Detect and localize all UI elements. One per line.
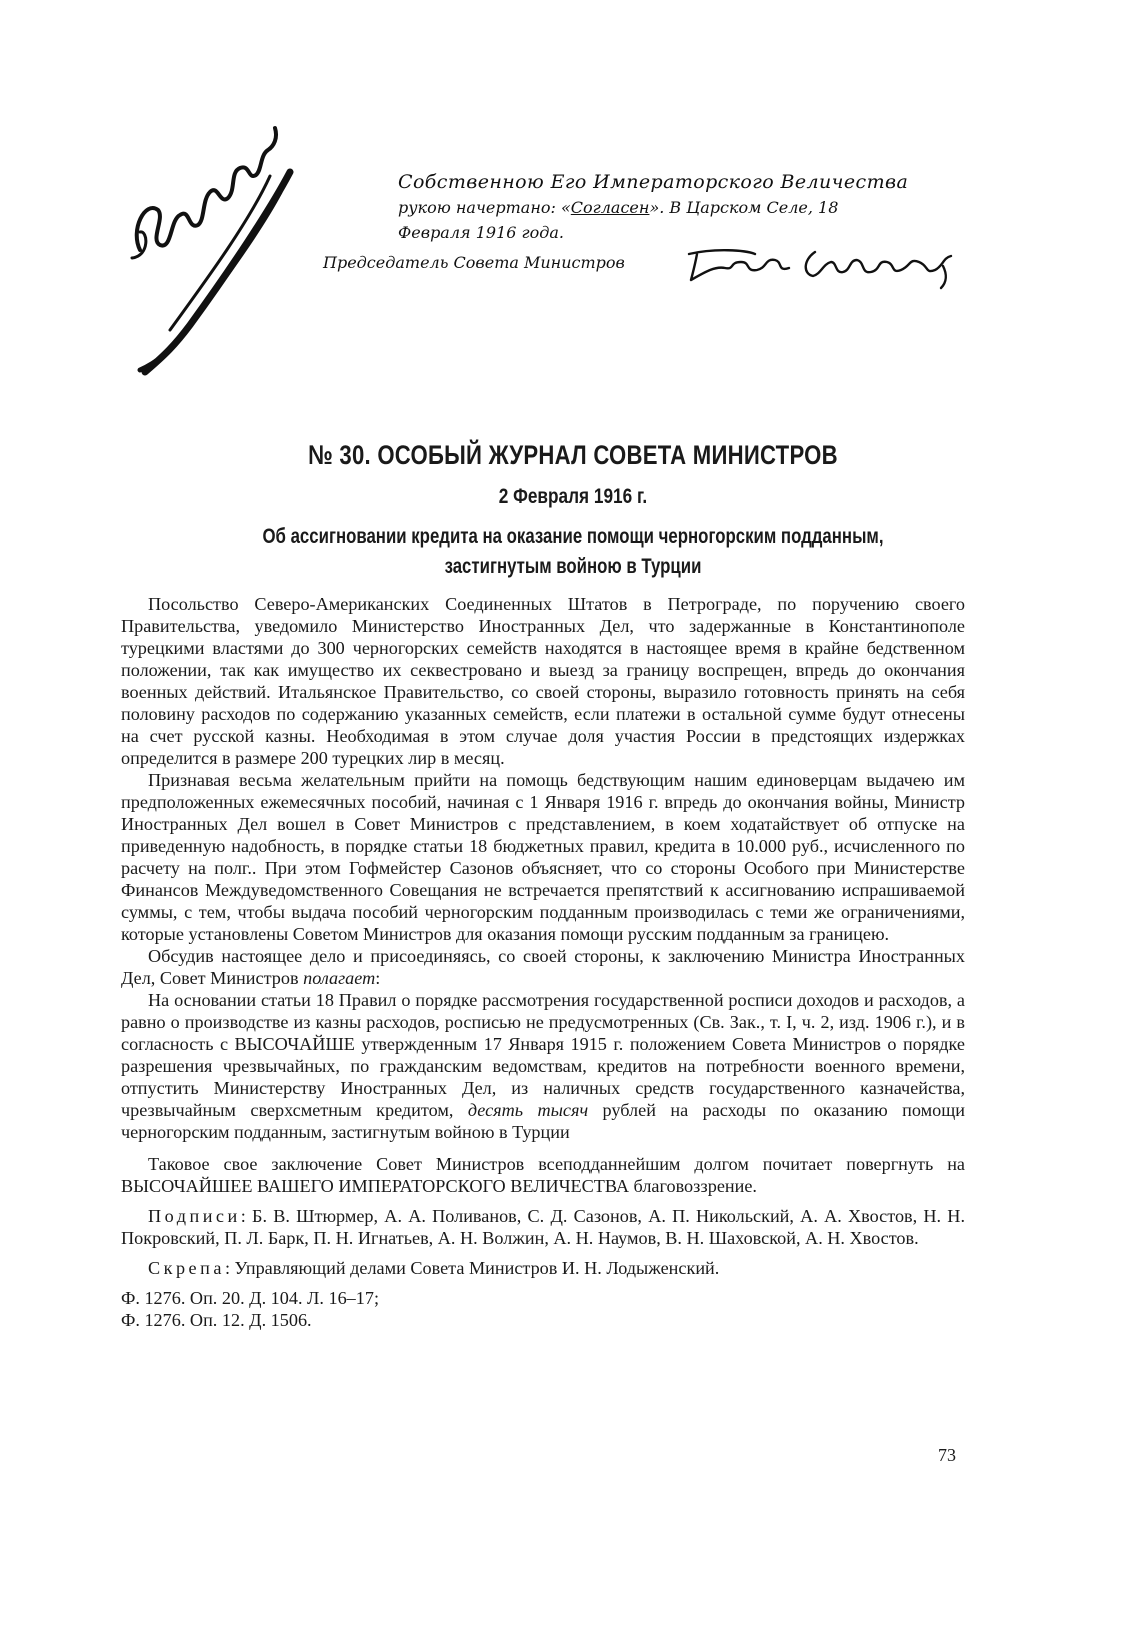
page-number: 73 [938,1445,956,1465]
attestation-line-3: Февраля 1916 года. [398,223,564,242]
attestation-underlined-word: Согласен [570,198,650,217]
handwritten-resolution [110,80,310,380]
document-subtitle [115,522,1032,582]
document-title: № 30. ОСОБЫЙ ЖУРНАЛ СОВЕТА МИНИСТРОВ [308,440,838,470]
paragraph-5: Таковое свое заключение Совет Министров всеподданнейшим долгом почитает повергнуть на ВЫСОЧАЙШЕЕ ВАШЕГО ИМПЕРАТОРСКОГО ВЕЛИЧЕСТВА благовоззрение. [121,1154,965,1196]
signatures-list: : Б. В. Штюрмер, А. А. Поливанов, С. Д. Сазонов, А. П. Никольский, А. А. Хвостов, Н. Н. Покровский, П. Л. Барк, П. Н. Игнатьев, А. Н. Волжин, А. Н. Наумов, В. Н. Шаховской, А. Н. Хвостов. [121,1206,965,1248]
attestation-line-2: рукою начертано: «Согласен». В Царском Селе, 18 [398,198,839,217]
document-date: 2 Февраля 1916 г. [498,485,648,508]
resolution-text: Согласен [110,80,114,81]
paragraph-1: Посольство Северо-Американских Соединенных Штатов в Петрограде, по поручению своего Правительства, уведомило Министерство Иностранных Дел, что задержанные в Константинополе турецкими властями до 300 черногорских семейств находятся в настоящее время в крайне бедственном положении, так как имущество их секвестровано и выезд за границу воспрещен, впредь до окончания военных действий. Итальянское Правительство, со своей стороны, выразило готовность принять на себя половину расходов по содержанию указанных семейств, если платежи в остальной сумме будут отнесены на счет русской казны. Необходимая в этом случае доля участия России в предстоящих издержках определится в размере 200 турецких лир в месяц. [121,594,965,768]
paragraph-4: На основании статьи 18 Правил о порядке рассмотрения государственной росписи доходов и расходов, а равно о производстве из казны расходов, росписью не предусмотренных (Св. Зак., т. I, ч. 2, изд. 1906 г.), и в согласность с ВЫСОЧАЙШЕ утвержденным 17 Января 1915 г. положением Совета Министров о порядке разрешения чрезвычайных, по гражданским ведомствам, кредитов на потребности военного времени, отпустить Министерству Иностранных Дел, из наличных средств государственного казначейства, чрезвычайным сверхсметным кредитом, десять тысяч рублей на расходы по оказанию помощи черногорским подданным, застигнутым войною в Турции [121,990,965,1142]
amount-in-words: десять тысяч [467,1100,589,1120]
attestation-line-4: Председатель Совета Министров [323,253,625,272]
attestation-block [323,170,998,272]
paragraph-2: Признавая весьма желательным прийти на помощь бедствующим нашим единоверцам выдачею им предположенных ежемесячных пособий, начиная с 1 Января 1916 г. впредь до окончания войны, Министр Иностранных Дел вошел в Совет Министров с представлением, в коем ходатайствует об отпуске на приведенную надобность, в порядке статьи 18 бюджетных правил, кредита в 10.000 руб., исчисленного по расчету на полг.. При этом Гофмейстер Сазонов объясняет, что со стороны Особого при Министерстве Финансов Междуведомственного Совещания не встречается препятствий к ассигнованию испрашиваемой суммы, с тем, чтобы выдача пособий черногорским подданным производилась с теми же ограничениями, которые установлены Советом Министров для оказания помощи русским подданным за границею. [121,770,965,944]
attestation-line-1: Собственною Его Императорского Величества [398,171,909,193]
subtitle-line-1: Об ассигновании кредита на оказание помощи черногорским подданным, [262,525,884,548]
chairman-signature [685,240,965,290]
signatures-label: Подписи [148,1206,241,1226]
document-body [121,593,965,1331]
signatures [121,1205,965,1249]
skrepa-label: Скрепа [148,1258,225,1278]
archive-ref-1: Ф. 1276. Оп. 20. Д. 104. Л. 16–17; [121,1288,379,1308]
paragraph-3: Обсудив настоящее дело и присоединяясь, со своей стороны, к заключению Министра Иностранных Дел, Совет Министров полагает: [121,946,965,988]
resolution-verb: полагает [303,968,376,988]
skrepa-text: : Управляющий делами Совета Министров И. Н. Лодыженский. [224,1258,720,1278]
archive-ref-2: Ф. 1276. Оп. 12. Д. 1506. [121,1310,312,1330]
subtitle-line-2: застигнутым войною в Турции [444,555,702,578]
skrepa [121,1257,965,1279]
resolution-flourish [145,172,290,372]
